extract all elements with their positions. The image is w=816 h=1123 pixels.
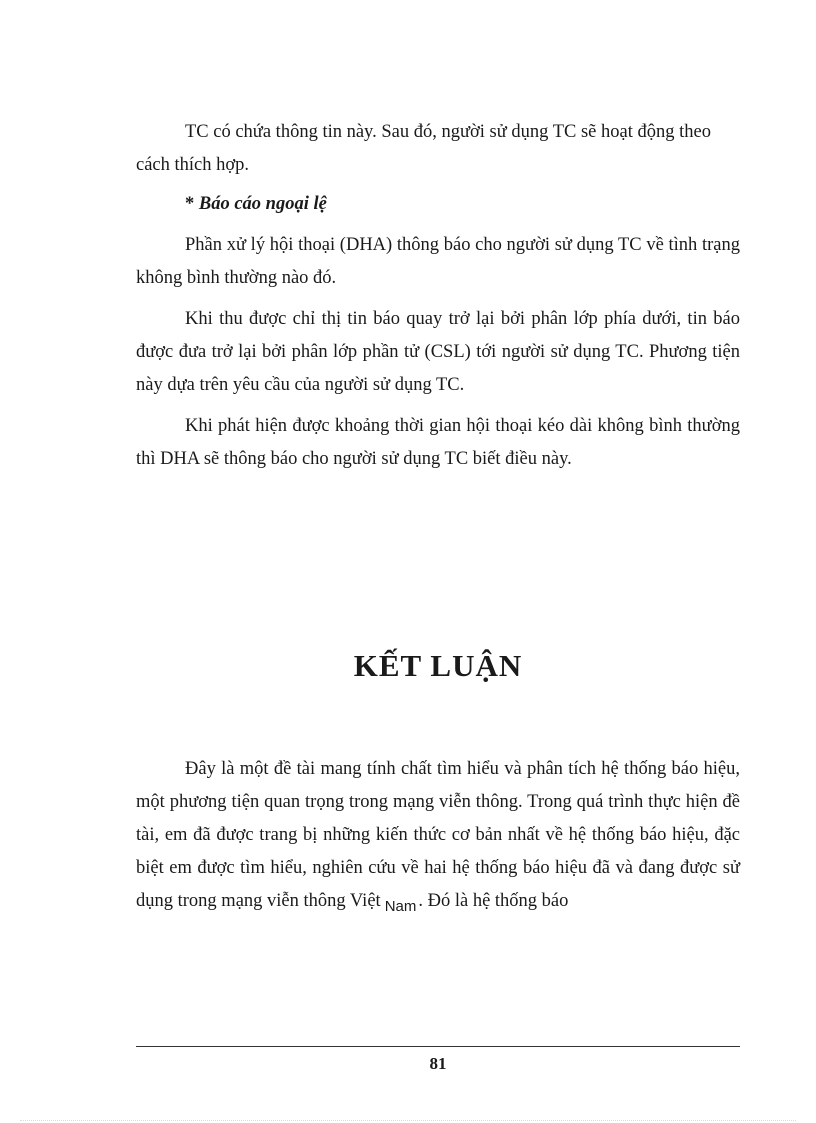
conclusion-body-text: [136, 753, 740, 931]
footer-rule: [136, 1046, 740, 1047]
conclusion-paragraph-main: Đây là một đề tài mang tính chất tìm hiểu và phân tích hệ thống báo hiệu, một phương tiện quan trọng trong mạng viễn thông. Trong quá trình thực hiện đề tài, em đã được trang bị những kiến thức cơ bản nhất về hệ thống báo hiệu, đặc biệt em được tìm hiểu, nghiên cứu về hai hệ thống báo hiệu đã và đang được sử dụng trong mạng viễn thông Việt: [136, 759, 740, 911]
conclusion-paragraph-small-word: Nam: [384, 898, 417, 915]
paragraph-1-line-2: cách thích hợp.: [136, 155, 250, 175]
conclusion-paragraph-tail: . Đó là hệ thống báo: [418, 891, 569, 911]
paragraph-1: [136, 116, 740, 182]
conclusion-paragraph-1: [136, 753, 740, 923]
paragraph-2: Phần xử lý hội thoại (DHA) thông báo cho người sử dụng TC về tình trạng không bình thường nào đó.: [136, 235, 740, 288]
paragraph-3: Khi thu được chỉ thị tin báo quay trở lại bởi phân lớp phía dưới, tin báo được đưa trở lại bởi phân lớp phần tử (CSL) tới người sử dụng TC. Phương tiện này dựa trên yêu cầu của người sử dụng TC.: [136, 309, 740, 395]
subheading: [136, 188, 740, 221]
page-edge-dotted-line: [20, 1120, 796, 1121]
subheading-bullet: *: [185, 194, 199, 214]
top-body-text: [136, 116, 740, 484]
chapter-title: KẾT LUẬN: [353, 648, 523, 683]
paragraph-1-line-1: TC có chứa thông tin này. Sau đó, người sử dụng TC sẽ hoạt động theo: [185, 122, 711, 142]
paragraph-4: Khi phát hiện được khoảng thời gian hội thoại kéo dài không bình thường thì DHA sẽ thông báo cho người sử dụng TC biết điều này.: [136, 416, 740, 469]
page-number: 81: [429, 1054, 447, 1073]
subheading-text: Báo cáo ngoại lệ: [198, 194, 327, 214]
